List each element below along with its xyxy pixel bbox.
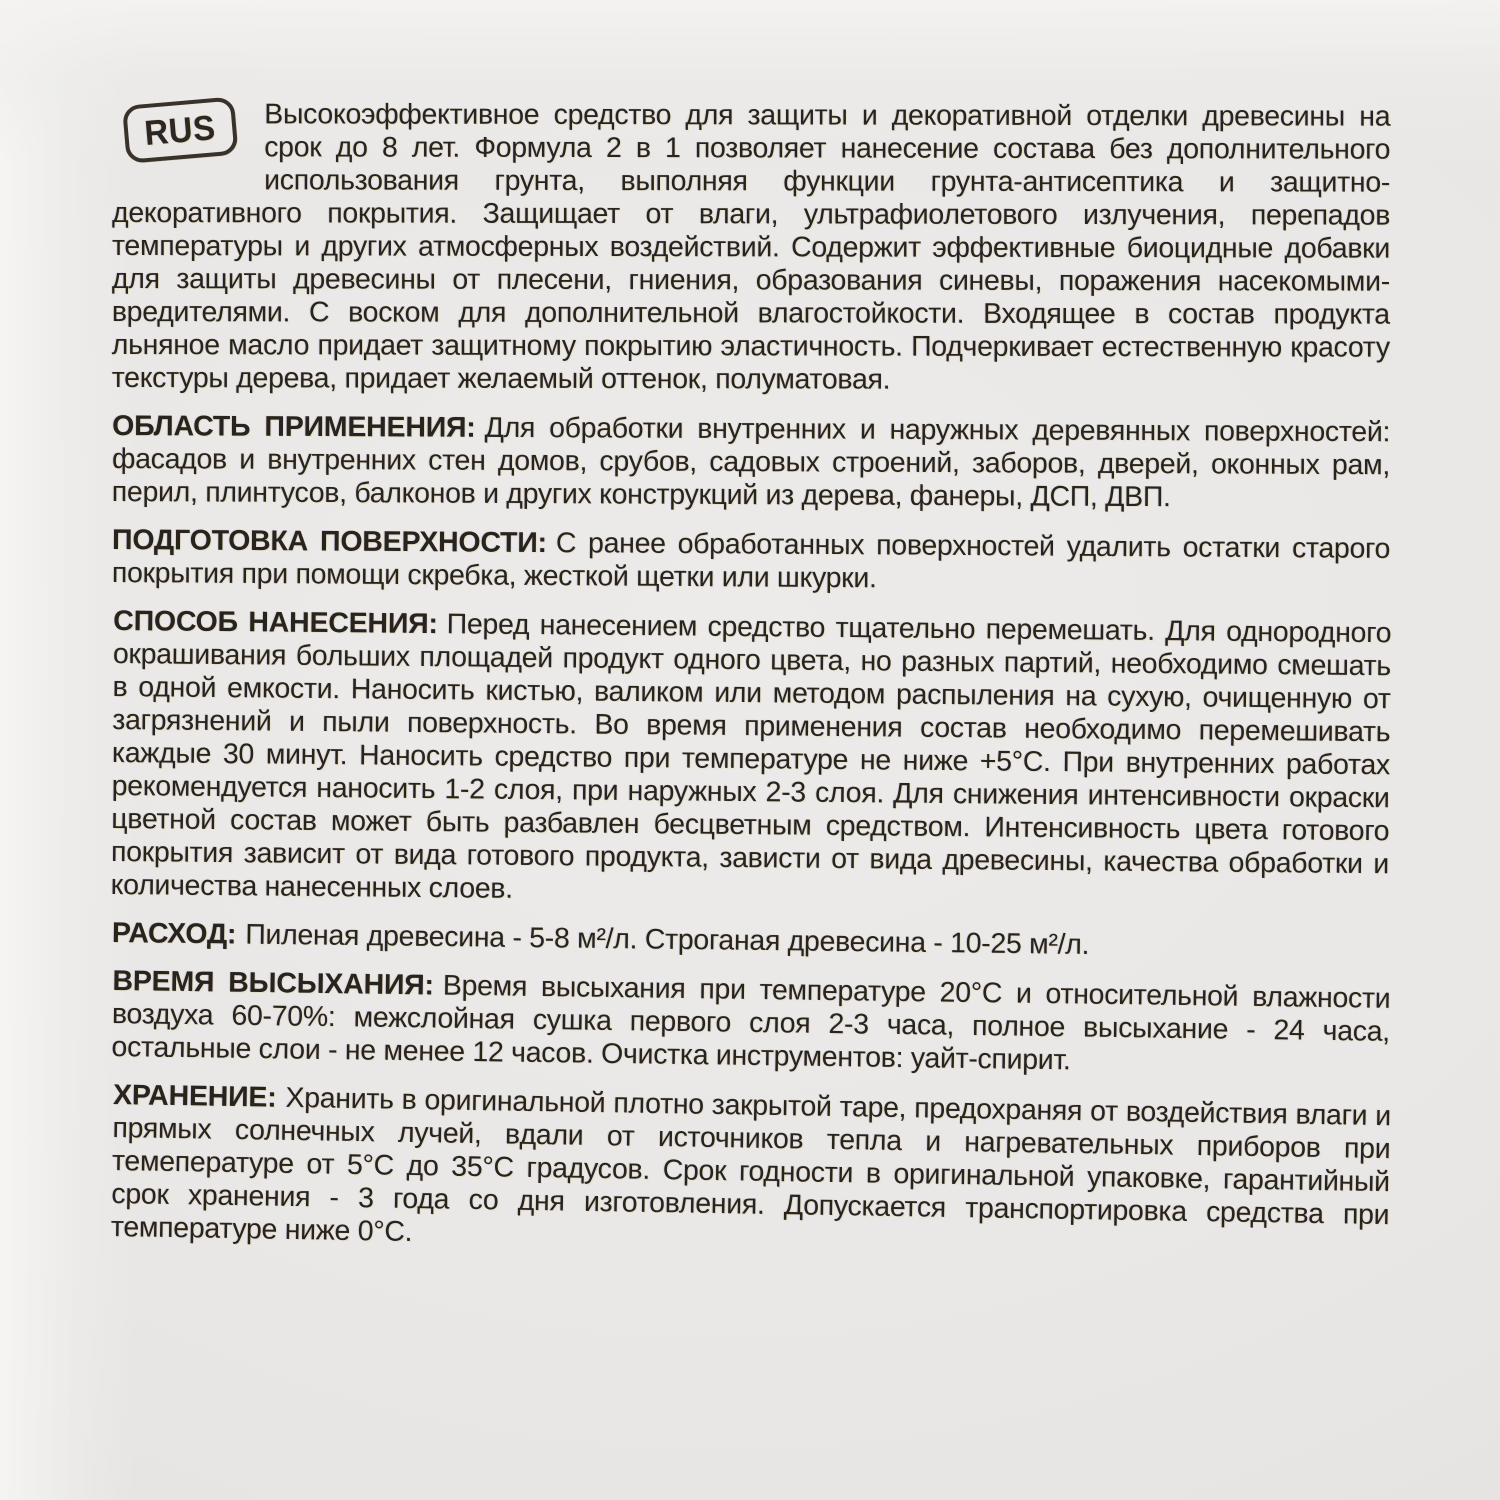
intro-paragraph xyxy=(112,98,1391,398)
rus-language-badge xyxy=(122,96,239,163)
section-storage xyxy=(111,1079,1392,1265)
surface-preparation-heading: ПОДГОТОВКА ПОВЕРХНОСТИ: xyxy=(112,524,548,560)
storage-body: Хранить в оригинальной плотно закрытой таре, предохраняя от воздействия влаги и прямых солнечных лучей, вдали от источников тепла и нагревательных приборов при темепературе от 5°С до 35°С градусов. Срок годности в оригинальной упаковке, гарантийный срок хранения - 3 года со дня изготовления. Допускается транспортировка средства при температуре ниже 0°С. xyxy=(110,1081,1392,1248)
application-area-heading: ОБЛАСТЬ ПРИМЕНЕНИЯ: xyxy=(112,410,476,444)
section-consumption xyxy=(112,917,1390,966)
consumption-body: Пиленая древесина - 5-8 м²/л. Строганая древесина - 10-25 м²/л. xyxy=(245,918,1090,961)
storage-heading: ХРАНЕНИЕ: xyxy=(112,1079,277,1114)
section-application-area xyxy=(112,410,1390,515)
label-text-block xyxy=(112,98,1390,1259)
application-area-body: Для обработки внутренних и наружных деревянных поверхностей: фасадов и внутренних стен домов, срубов, садовых строений, заборов, дверей, оконных рам, перил, плинтусов, балконов и других конструкций из дерева, фанеры, ДСП, ДВП. xyxy=(111,411,1391,514)
application-method-body: Перед нанесением средство тщательно перемешать. Для однородного окрашивания больших площадей продукт одного цвета, но разных партий, необходимо смешать в одной емкости. Наносить кистью, валиком или методом распыления на сухую, очищенную от загрязнений и пыли поверхность. Во время применения состав необходимо перемешивать каждые 30 минут. Наносить средство при температуре не ниже +5°С. При внутренних работах рекомендуется наносить 1-2 слоя, при наружных 2-3 слоя. Для снижения интенсивности окраски цветной состав может быть разбавлен бесцветным средством. Интенсивность цвета готового покрытия зависит от вида готового продукта, зависти от вида древесины, качества обработки и количества нанесенных слоев. xyxy=(110,608,1392,905)
section-application-method xyxy=(111,605,1392,914)
surface-preparation-body: С ранее обработанных поверхностей удалить остатки старого покрытия при помощи скребка, жесткой щетки или шкурки. xyxy=(111,527,1391,595)
section-drying-time xyxy=(111,965,1390,1082)
drying-time-heading: ВРЕМЯ ВЫСЫХАНИЯ: xyxy=(112,965,435,1002)
rus-badge-label: RUS xyxy=(143,107,218,153)
intro-text: Высокоэффективное средство для защиты и декоративной отделки древесины на срок до 8 лет. Формула 2 в 1 позволяет нанесение состава без дополнительного использования грунта, выполняя функции грунта-антисептика и защитно-декоративного покрытия. Защищает от влаги, ультрафиолетового излучения, перепадов температуры и других атмосферных воздействий. Содержит эффективные биоцидные добавки для защиты древесины от плесени, гниения, образования синевы, поражения насекомыми-вредителями. С воском для дополнительной влагостойкости. Входящее в состав продукта льняное масло придает защитному покрытию эластичность. Подчеркивает естественную красоту текстуры дерева, придает желаемый оттенок, полуматовая. xyxy=(111,98,1391,396)
section-surface-preparation xyxy=(112,524,1390,599)
application-method-heading: СПОСОБ НАНЕСЕНИЯ: xyxy=(113,605,438,641)
consumption-heading: РАСХОД: xyxy=(111,917,237,951)
drying-time-body: Время высыхания при температуре 20°С и относительной влажности воздуха 60-70%: межслойная сушка первого слоя 2-3 часа, полное высыхание - 24 часа, остальные слои - не менее 12 часов. Очистка инструментов: уайт-спирит. xyxy=(111,969,1391,1077)
